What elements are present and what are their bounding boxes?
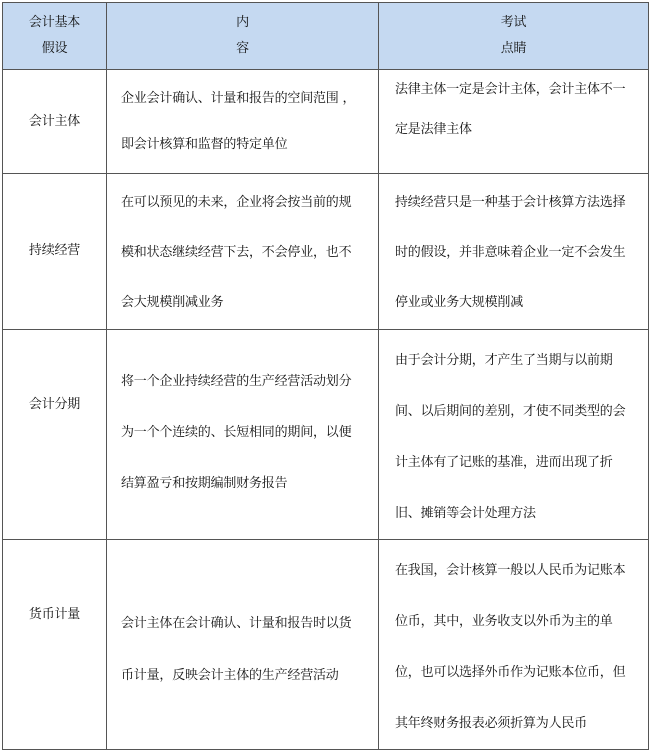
- row-content: 将一个企业持续经营的生产经营活动划分为一个个连续的、长短相同的期间，以便结算盈亏和按期编制财务报告: [107, 330, 379, 540]
- row-term: 持续经营: [3, 174, 107, 330]
- row-exam-point: 法律主体一定是会计主体，会计主体不一定是法律主体: [379, 70, 649, 174]
- header-content-line1: 内: [236, 15, 249, 30]
- table-row: [3, 174, 649, 330]
- row-content: 企业会计确认、计量和报告的空间范围 ，即会计核算和监督的特定单位: [107, 70, 379, 174]
- header-exam-line2: 点睛: [500, 41, 527, 56]
- header-assumption-line1: 会计基本: [28, 15, 81, 30]
- row-exam-point: 在我国，会计核算一般以人民币为记账本位币，其中，业务收支以外币为主的单位，也可以选择外币作为记账本位币，但其年终财务报表必须折算为人民币: [379, 540, 649, 750]
- table-row: [3, 70, 649, 174]
- header-content: [107, 3, 379, 70]
- header-assumption-line2: 假设: [41, 41, 68, 56]
- table-row: [3, 330, 649, 540]
- row-exam-point: 持续经营只是一种基于会计核算方法选择时的假设，并非意味着企业一定不会发生停业或业务大规模削减: [379, 174, 649, 330]
- header-exam-points: [379, 3, 649, 70]
- row-term: 会计主体: [3, 70, 107, 174]
- accounting-assumptions-table: [2, 2, 649, 750]
- header-exam-line1: 考试: [500, 15, 527, 30]
- header-assumption: [3, 3, 107, 70]
- row-term: 会计分期: [3, 330, 107, 540]
- table-row: [3, 540, 649, 750]
- row-content: 在可以预见的未来，企业将会按当前的规模和状态继续经营下去，不会停业，也不会大规模削减业务: [107, 174, 379, 330]
- header-row: [3, 3, 649, 70]
- row-content: 会计主体在会计确认、计量和报告时以货币计量，反映会计主体的生产经营活动: [107, 540, 379, 750]
- header-content-line2: 容: [236, 41, 249, 56]
- row-term: 货币计量: [3, 540, 107, 750]
- row-exam-point: 由于会计分期，才产生了当期与以前期间、以后期间的差别，才使不同类型的会计主体有了记账的基准，进而出现了折旧、摊销等会计处理方法: [379, 330, 649, 540]
